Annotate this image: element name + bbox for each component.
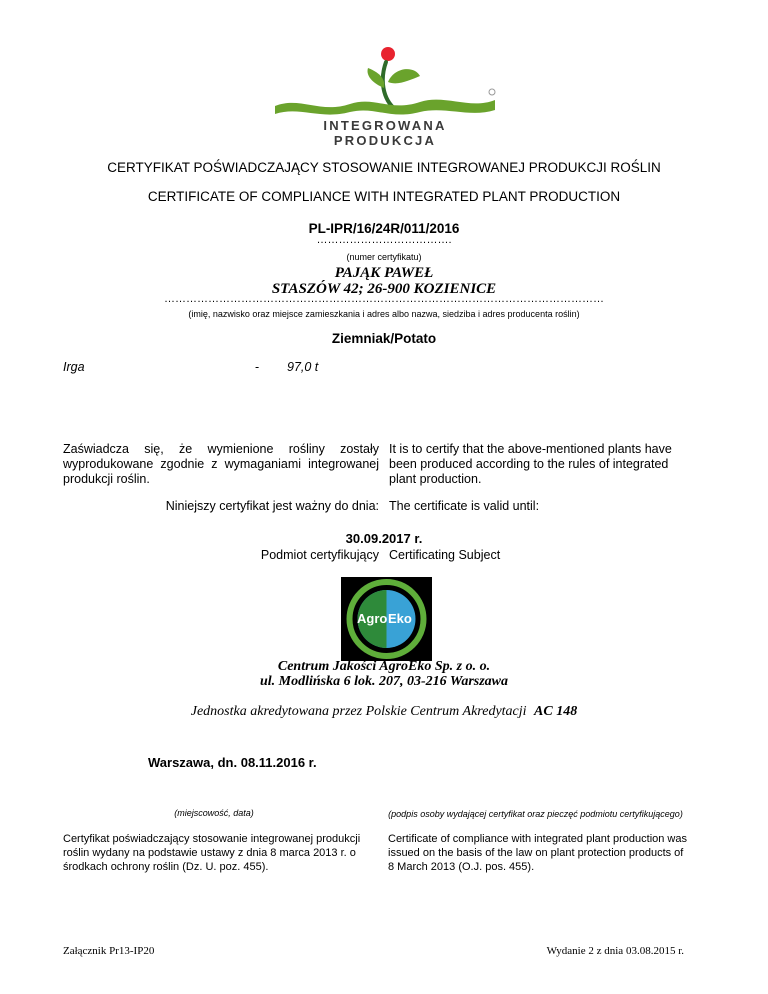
validity-label-pl: Niniejszy certyfikat jest ważny do dnia: [165,499,379,513]
agroeko-logo-right: Eko [388,611,412,626]
place-date: Warszawa, dn. 08.11.2016 r. [148,755,317,770]
certifier-label-en: Certificating Subject [389,548,501,562]
legal-pl: Certyfikat poświadczający stosowanie integrowanej produkcji roślin wydany na podstawie ustawy z dnia 8 marca 2013 r. o środkach ochrony roślin (Dz. U. poz. 455). [63,833,361,873]
title-en: CERTIFICATE OF COMPLIANCE WITH INTEGRATED PLANT PRODUCTION [147,189,621,204]
producer-caption: (imię, nazwisko oraz miejsce zamieszkania i adres albo nazwa, siedziba i adres producenta roślin) [188,309,580,319]
logo-text: INTEGROWANA PRODUKCJA [323,118,447,148]
validity-label-en: The certificate is valid until: [389,499,540,513]
certificate-number: PL-IPR/16/24R/011/2016 [308,221,460,236]
plant-logo-icon [270,44,500,120]
agroeko-logo-left: Agro [357,611,388,626]
crop-dash: - [255,360,260,374]
producer-name: PAJĄK PAWEŁ [334,265,434,281]
certifier-label-pl: Podmiot certyfikujący [260,548,379,562]
agroeko-logo [341,577,432,661]
certificate-number-dots: ………………………………. [316,234,452,246]
certificate-number-caption: (numer certyfikatu) [346,252,422,262]
place-caption: (miejscowość, data) [174,808,254,818]
crop-variety: Irga [63,360,85,374]
producer-address: STASZÓW 42; 26-900 KOZIENICE [271,281,497,297]
title-pl: CERTYFIKAT POŚWIADCZAJĄCY STOSOWANIE INTEGROWANEJ PRODUKCJI ROŚLIN [107,160,661,175]
crop-title: Ziemniak/Potato [331,331,437,346]
certifier-address: ul. Modlińska 6 lok. 207, 03-216 Warszawa [259,674,509,689]
accreditation-line [0,704,768,720]
signer-caption: (podpis osoby wydającej certyfikat oraz pieczęć podmiotu certyfikującego) [388,809,683,819]
integrowana-produkcja-logo [270,44,500,148]
statement-pl: Zaświadcza się, że wymienione rośliny zostały wyprodukowane zgodnie z wymaganiami integrowanej produkcji roślin. [63,442,379,486]
accreditation-text: Jednostka akredytowana przez Polskie Centrum Akredytacji [190,704,527,719]
crop-quantity: 97,0 t [287,360,319,374]
statement-en: It is to certify that the above-mentioned plants have been produced according to the rules of integrated plant production. [389,442,672,486]
footer-right: Wydanie 2 z dnia 03.08.2015 r. [546,945,684,957]
legal-en: Certificate of compliance with integrated plant production was issued on the basis of the law on plant protection products of 8 March 2013 (O.J. pos. 455). [388,833,687,873]
accreditation-code: AC 148 [534,704,578,719]
producer-dots: ………………………………………………………………………………………………………… [164,293,604,305]
validity-date: 30.09.2017 r. [345,531,423,546]
footer-left: Załącznik Pr13-IP20 [63,945,155,957]
certifier-name: Centrum Jakości AgroEko Sp. z o. o. [277,659,491,674]
